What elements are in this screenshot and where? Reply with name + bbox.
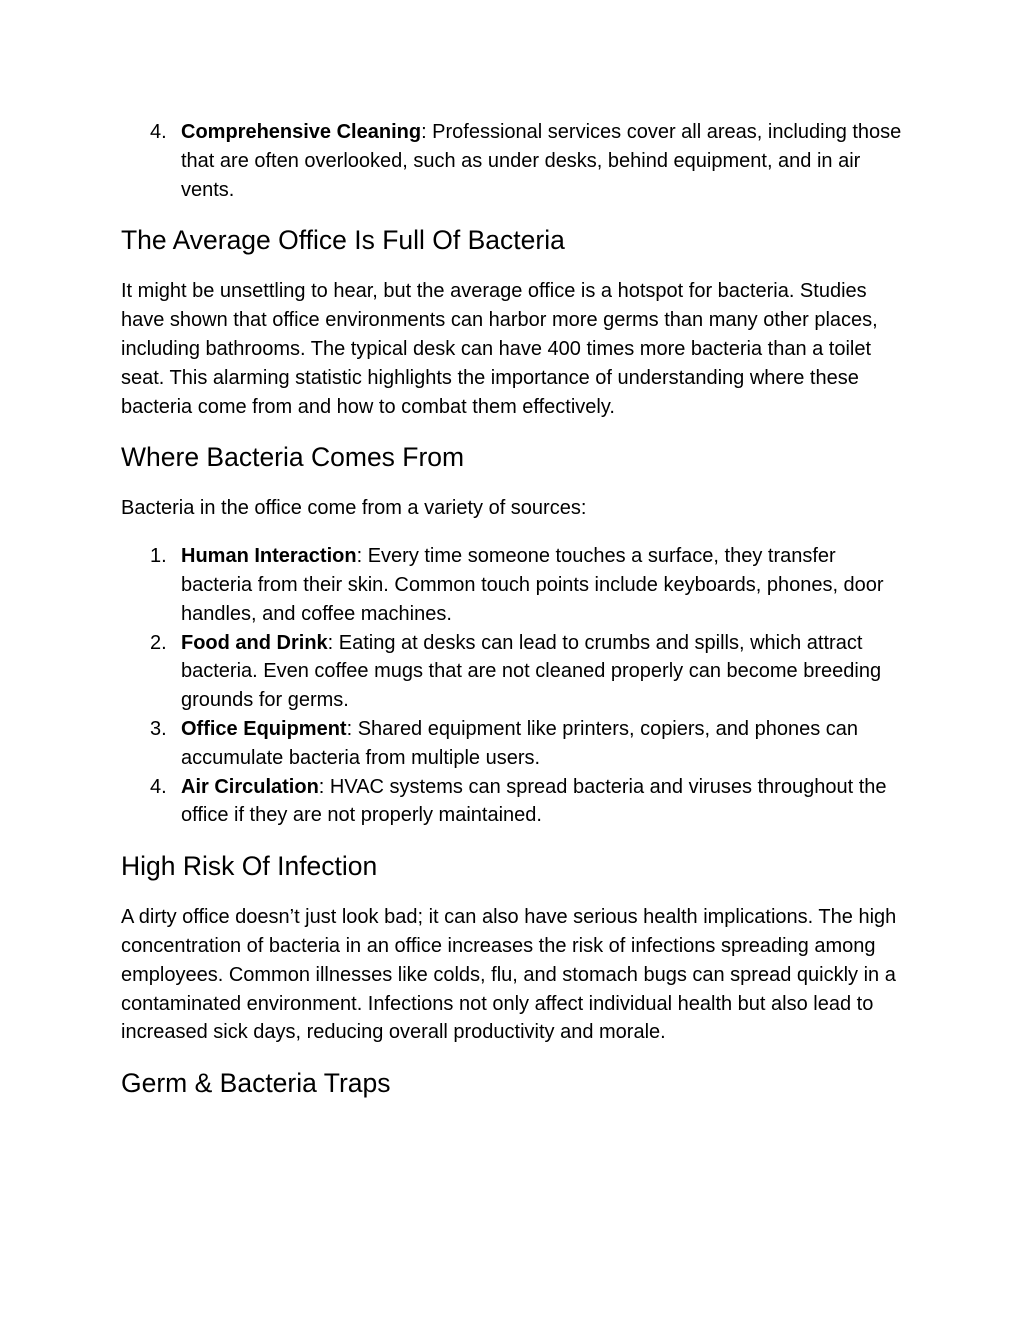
list-number: 4.: [150, 121, 167, 143]
list-item-term: Comprehensive Cleaning: [181, 121, 422, 143]
list-item: [121, 715, 911, 773]
list-item-term: Air Circulation: [181, 775, 319, 798]
list-item-text: : Eating at desks can lead to crumbs and spills, which attract bacteria. Even coffee mugs that are not cleaned properly can become breeding grounds for germs.: [181, 631, 882, 712]
list-item: [121, 118, 911, 204]
list-number: 4.: [150, 775, 167, 798]
list-item: [121, 542, 911, 628]
list-number: 2.: [150, 631, 167, 654]
document-page: [121, 118, 911, 1099]
list-item-text: : Every time someone touches a surface, they transfer bacteria from their skin. Common touch points include keyboards, phones, door handles, and coffee machines.: [181, 545, 884, 625]
list-item: [121, 773, 911, 831]
list-item-text: : HVAC systems can spread bacteria and viruses throughout the office if they are not properly maintained.: [181, 775, 887, 827]
section-intro: Bacteria in the office come from a variety of sources:: [121, 497, 587, 520]
section-heading: High Risk Of Infection: [121, 851, 378, 882]
list-item-term: Office Equipment: [181, 717, 347, 740]
list-item: [121, 629, 911, 715]
list-number: 1.: [150, 545, 167, 568]
bacteria-sources-list: [121, 542, 911, 830]
list-number: 3.: [150, 717, 167, 740]
list-item-term: Food and Drink: [181, 631, 328, 654]
section-heading: Where Bacteria Comes From: [121, 442, 465, 473]
list-item-term: Human Interaction: [181, 545, 357, 568]
section-heading: Germ & Bacteria Traps: [121, 1068, 391, 1099]
section-heading: The Average Office Is Full Of Bacteria: [121, 225, 565, 256]
list-item-text: : Shared equipment like printers, copiers, and phones can accumulate bacteria from multiple users.: [181, 717, 858, 769]
cleaning-benefits-list-continued: [121, 118, 911, 204]
section-paragraph: It might be unsettling to hear, but the average office is a hotspot for bacteria. Studies have shown that office environments can harbor more germs than many other places, including bathrooms. The typical desk can have 400 times more bacteria than a toilet seat. This alarming statistic highlights the importance of understanding where these bacteria come from and how to combat them effectively.: [121, 280, 878, 418]
section-paragraph: A dirty office doesn’t just look bad; it can also have serious health implications. The high concentration of bacteria in an office increases the risk of infections spreading among employees. Common illnesses like colds, flu, and stomach bugs can spread quickly in a contaminated environment. Infections not only affect individual health but also lead to increased sick days, reducing overall productivity and morale.: [121, 906, 897, 1044]
list-item-text: : Professional services cover all areas, including those that are often overlooked, such as under desks, behind equipment, and in air vents.: [181, 121, 902, 201]
